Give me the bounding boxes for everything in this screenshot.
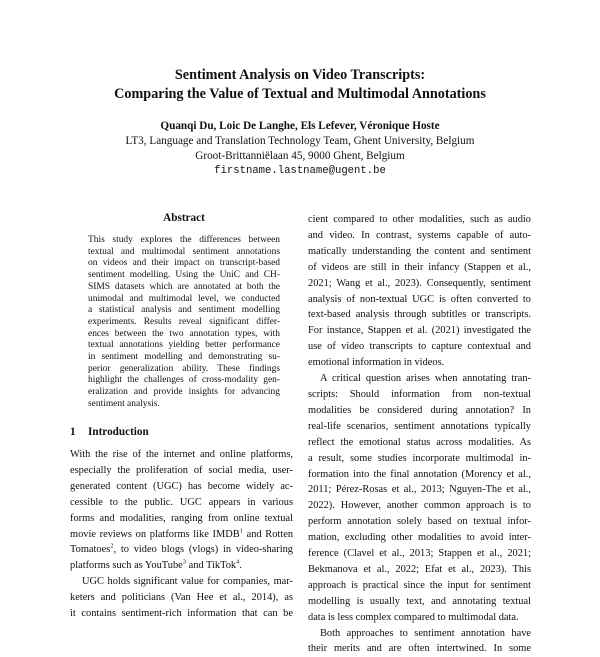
affiliation-line-2: Groot-Brittanniëlaan 45, 9000 Ghent, Belgium: [195, 150, 405, 162]
text-line: modalities be considered during annotation? In: [308, 404, 531, 416]
text-line: approach is practical since the input for sentiment: [308, 579, 531, 591]
text-line: in sentiment modelling and demonstrating su-: [88, 352, 280, 363]
text-line: of videos are still in their infancy (Stappen et al.,: [308, 261, 531, 273]
footnote-marker-1: 1: [239, 527, 243, 535]
text-line: emotional information in videos.: [308, 357, 445, 369]
abstract-body: [88, 235, 280, 411]
intro-line-platforms: platforms such as YouTube$^3$ and TikTok$^4$.: [70, 558, 242, 572]
intro-right-paragraph-2: [308, 371, 531, 626]
text-line: 2022). However, another common approach is to: [308, 500, 531, 512]
text-line: on videos and their impact on transcript-based: [88, 258, 280, 269]
intro-paragraph-1: [70, 447, 293, 527]
text-line: SIMS datasets which are annotated at both the: [88, 281, 280, 292]
author-list: Quanqi Du, Loic De Langhe, Els Lefever, Véronique Hoste: [160, 120, 440, 132]
text-line: data is less complex compared to multimodal data.: [308, 611, 519, 623]
text-line: unimodal and multimodal level, we conducted: [88, 293, 280, 304]
footnote-marker-4: 4: [236, 558, 240, 566]
text-line: experiments. Results reveal significant differ-: [88, 316, 280, 327]
text-line: For instance, Stappen et al. (2021) investigated the: [308, 325, 531, 337]
section-title: Introduction: [88, 426, 149, 438]
text-line: forms and modalities, ranging from online textual: [70, 512, 293, 524]
intro-paragraph-2: [70, 574, 293, 622]
text-line: reflect the emotional status across modalities. As: [308, 436, 531, 448]
text-line: ference (Clavel et al., 2013; Stappen et al., 2021;: [308, 548, 531, 560]
intro-line-imdb: movie reviews on platforms like IMDB$^1$ and Rotten: [70, 527, 294, 540]
text-line: perform annotation solely based on textual infor-: [308, 516, 531, 528]
text-line: analysis of non-textual UGC is often converted to: [308, 293, 531, 305]
text-line: matically understanding the content and sentiment: [308, 245, 531, 257]
text-line: formation into the final annotation (Morency et al.,: [308, 468, 531, 480]
text-line: especially the proliferation of social media, user-: [70, 464, 293, 476]
section-heading-introduction: [70, 426, 149, 438]
intro-right-paragraph-3: [308, 626, 531, 657]
text-line: it contains sentiment-rich information that can be: [70, 608, 293, 620]
text-line: their merits and are often intertwined. In some: [308, 643, 531, 655]
text-line: A critical question arises when annotating tran-: [320, 373, 531, 385]
text-line: textual and multimodal sentiment annotations: [88, 246, 280, 257]
paper-title-line-1: Sentiment Analysis on Video Transcripts:: [174, 67, 426, 83]
intro-right-paragraph-1: [308, 212, 531, 371]
text-line: a statistical analysis and sentiment modelling: [88, 305, 280, 316]
text-line: use of video transcripts to capture contextual and: [308, 341, 531, 353]
text-line: keters and politicians (Van Hee et al., 2014), as: [70, 592, 293, 604]
text-line: perior generalization ability. These findings: [88, 363, 280, 374]
text-line: Both approaches to sentiment annotation have: [320, 627, 531, 639]
text-line: 2021; Wang et al., 2023). Consequently, sentiment: [308, 277, 531, 289]
text-line: sentiment modelling. Using the UniC and CH-: [88, 270, 280, 281]
text-line: textual annotations yielding better performance: [88, 340, 280, 351]
text-line: 2011; Pérez-Rosas et al., 2013; Nguyen-The et al.,: [308, 484, 531, 496]
section-number: 1: [70, 426, 76, 438]
intro-right-column: [308, 212, 531, 657]
text-line: Bekmanova et al., 2022; Efat et al., 2023). This: [308, 563, 531, 575]
abstract-heading: Abstract: [163, 212, 205, 224]
text-line: generated content (UGC) has become widely ac-: [70, 480, 293, 492]
text-line: With the rise of the internet and online platforms,: [70, 449, 293, 460]
affiliation-line-1: LT3, Language and Translation Technology Team, Ghent University, Belgium: [125, 135, 475, 147]
text-line: highlight the challenges of cross-modality gen-: [88, 375, 280, 386]
text-line: and video. In contrast, systems capable of auto-: [308, 229, 531, 241]
paper-title-line-2: Comparing the Value of Textual and Multimodal Annotations: [114, 86, 486, 102]
text-line: sentiment analysis.: [88, 398, 160, 409]
text-line: UGC holds significant value for companies, mar-: [82, 576, 293, 588]
intro-left-column: [70, 447, 293, 622]
text-line: modelling is usually text, and annotating textual: [308, 595, 531, 607]
text-line: mation, excluding other modalities to avoid inter-: [308, 532, 531, 544]
footnote-marker-2: 2: [110, 542, 114, 550]
text-line: cessible to the public. UGC appears in various: [70, 496, 293, 508]
text-line: eralization and provide insights for advancing: [88, 387, 280, 398]
text-line: text-based analysis through subtitles or transcripts.: [308, 309, 531, 321]
author-email: firstname.lastname@ugent.be: [214, 165, 386, 177]
footnote-marker-3: 3: [182, 558, 187, 566]
text-line: This study explores the differences between: [88, 235, 280, 245]
text-line: real-life scenarios, sentiment annotations typically: [308, 420, 531, 432]
text-line: scripts: Should information from non-textual: [308, 388, 531, 400]
intro-line-tomatoes: Tomatoes$^2$, to video blogs (vlogs) in video-sharing: [70, 542, 293, 556]
text-line: cient compared to other modalities, such as audio: [308, 214, 531, 225]
text-line: a result, some studies incorporate multimodal in-: [308, 452, 531, 464]
text-line: ences between the two annotation types, with: [88, 328, 280, 339]
